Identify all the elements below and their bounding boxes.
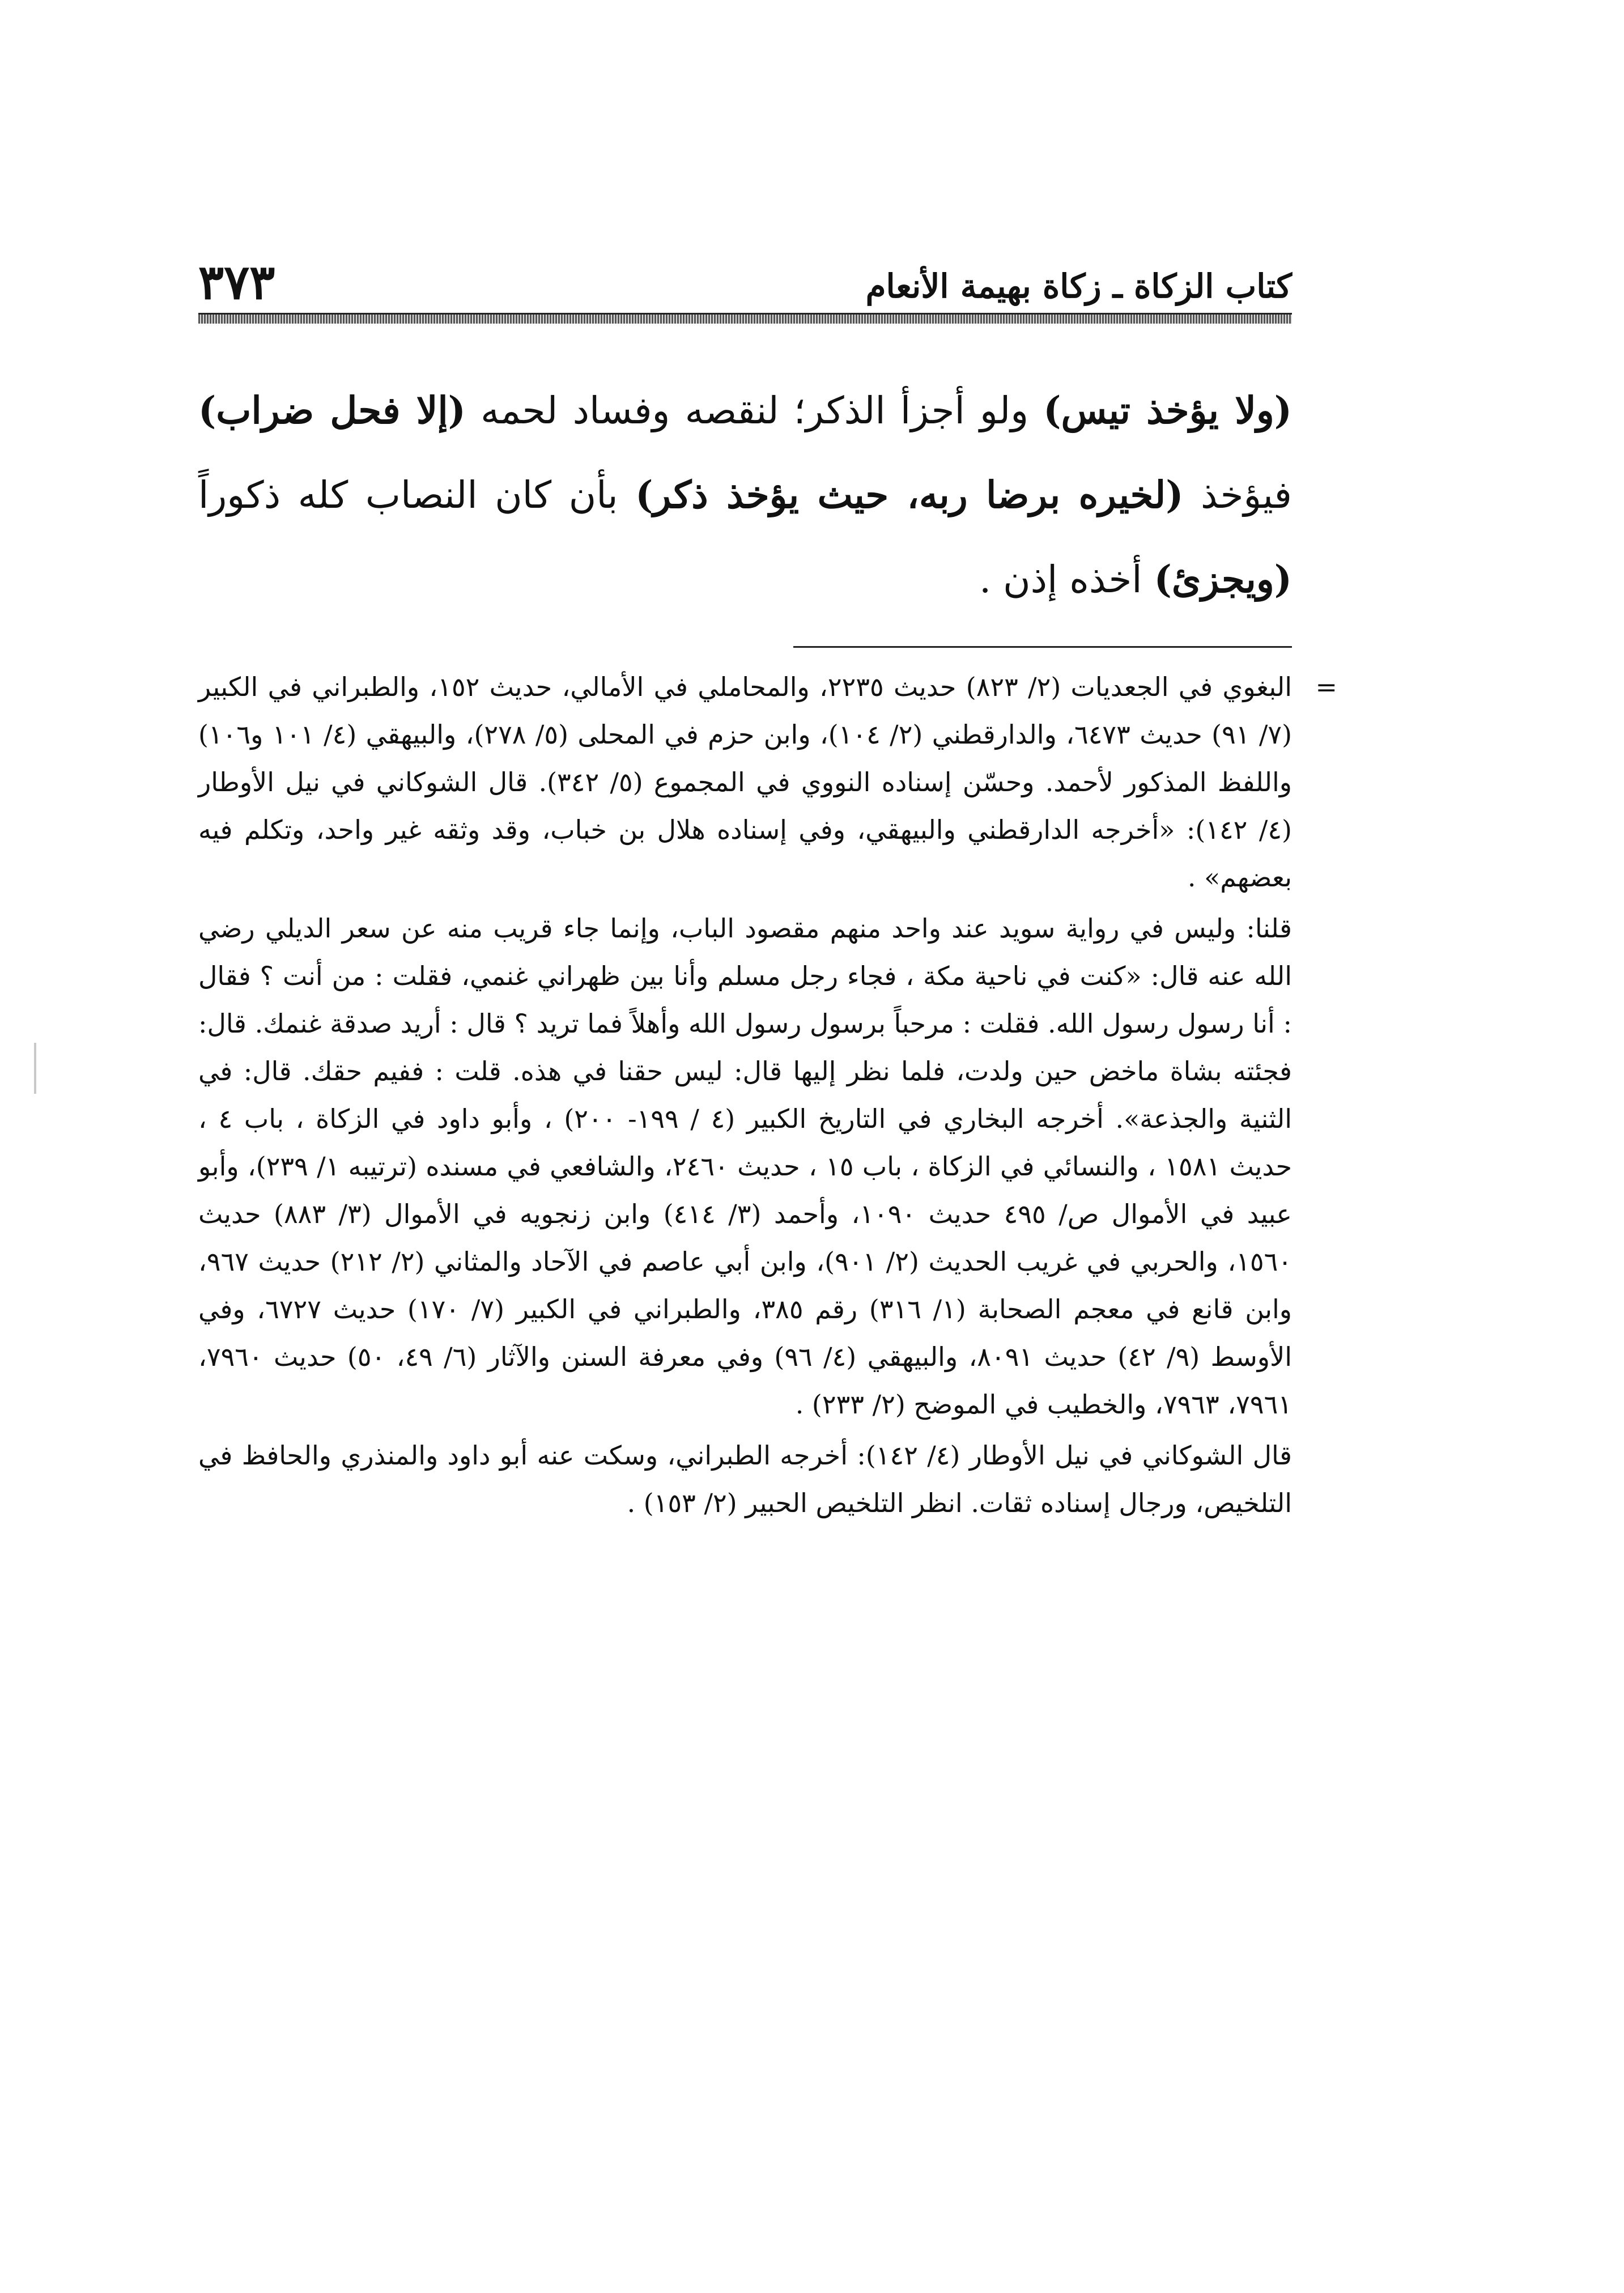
scan-edge-mark	[34, 1043, 36, 1094]
footnote-paragraph	[198, 663, 1337, 901]
page-number: ٣٧٣	[198, 254, 275, 310]
matn-segment: (لخيره برضا ربه، حيث يؤخذ ذكر)	[635, 473, 1184, 517]
sharh-segment: أخذه إذن .	[979, 558, 1154, 601]
page-header	[198, 244, 1292, 310]
header-rule	[198, 313, 1292, 324]
footnotes	[198, 663, 1337, 1530]
matn-segment: (ويجزئ)	[1154, 557, 1292, 601]
sharh-segment: بأن كان النصاب كله ذكوراً	[198, 473, 636, 517]
running-title: كتاب الزكاة ـ زكاة بهيمة الأنعام	[865, 267, 1292, 305]
sharh-segment: فيؤخذ	[1183, 473, 1292, 517]
sharh-segment: ولو أجزأ الذكر؛ لنقصه وفساد لحمه	[465, 389, 1044, 432]
matn-segment: (ولا يؤخذ تيس)	[1043, 388, 1292, 432]
matn-segment: (إلا فحل ضراب)	[198, 388, 466, 432]
footnote-separator	[793, 646, 1292, 648]
footnote-paragraph: قلنا: وليس في رواية سويد عند واحد منهم مقصود الباب، وإنما جاء قريب منه عن سعر الديلي رضي الله عنه قال: «كنت في ناحية مكة ، فجاء رجل مسلم وأنا بين ظهراني غنمي، فقلت : من أنت ؟ فقال : أنا رسول رسول الله. فقلت : مرحباً برسول رسول الله وأهلاً فما تريد ؟ قال : أريد صدقة غنمك. قال: فجئته بشاة ماخض حين ولدت، فلما نظر إليها قال: ليس حقنا في هذه. قلت : ففيم حقك. قال: في الثنية والجذعة». أخرجه البخاري في التاريخ الكبير (٤ / ١٩٩- ٢٠٠) ، وأبو داود في الزكاة ، باب ٤ ، حديث ١٥٨١ ، والنسائي في الزكاة ، باب ١٥ ، حديث ٢٤٦٠، والشافعي في مسنده (ترتيبه ١/ ٢٣٩)، وأبو عبيد في الأموال ص/ ٤٩٥ حديث ١٠٩٠، وأحمد (٣/ ٤١٤) وابن زنجويه في الأموال (٣/ ٨٨٣) حديث ١٥٦٠، والحربي في غريب الحديث (٢/ ٩٠١)، وابن أبي عاصم في الآحاد والمثاني (٢/ ٢١٢) حديث ٩٦٧، وابن قانع في معجم الصحابة (١/ ٣١٦) رقم ٣٨٥، والطبراني في الكبير (٧/ ١٧٠) حديث ٦٧٢٧، وفي الأوسط (٩/ ٤٢) حديث ٨٠٩١، والبيهقي (٤/ ٩٦) وفي معرفة السنن والآثار (٦/ ٤٩، ٥٠) حديث ٧٩٦٠، ٧٩٦١، ٧٩٦٣، والخطيب في الموضح (٢/ ٢٣٣) .	[198, 913, 1293, 1420]
footnote-text: البغوي في الجعديات (٢/ ٨٢٣) حديث ٢٢٣٥، والمحاملي في الأمالي، حديث ١٥٢، والطبراني في الكبير (٧/ ٩١) حديث ٦٤٧٣، والدارقطني (٢/ ١٠٤)، وابن حزم في المحلى (٥/ ٢٧٨)، والبيهقي (٤/ ١٠١ و١٠٦) واللفظ المذكور لأحمد. وحسّن إسناده النووي في المجموع (٥/ ٣٤٢). قال الشوكاني في نيل الأوطار (٤/ ١٤٢): «أخرجه الدارقطني والبيهقي، وفي إسناده هلال بن خباب، وقد وثقه غير واحد، وتكلم فيه بعضهم» .	[198, 672, 1293, 893]
footnote-paragraph: قال الشوكاني في نيل الأوطار (٤/ ١٤٢): أخرجه الطبراني، وسكت عنه أبو داود والمنذري والحافظ في التلخيص، ورجال إسناده ثقات. انظر التلخيص الحبير (٢/ ١٥٣) .	[198, 1440, 1293, 1518]
main-text	[198, 368, 1292, 622]
continuation-mark: =	[1315, 672, 1337, 702]
book-page	[198, 0, 1337, 2293]
